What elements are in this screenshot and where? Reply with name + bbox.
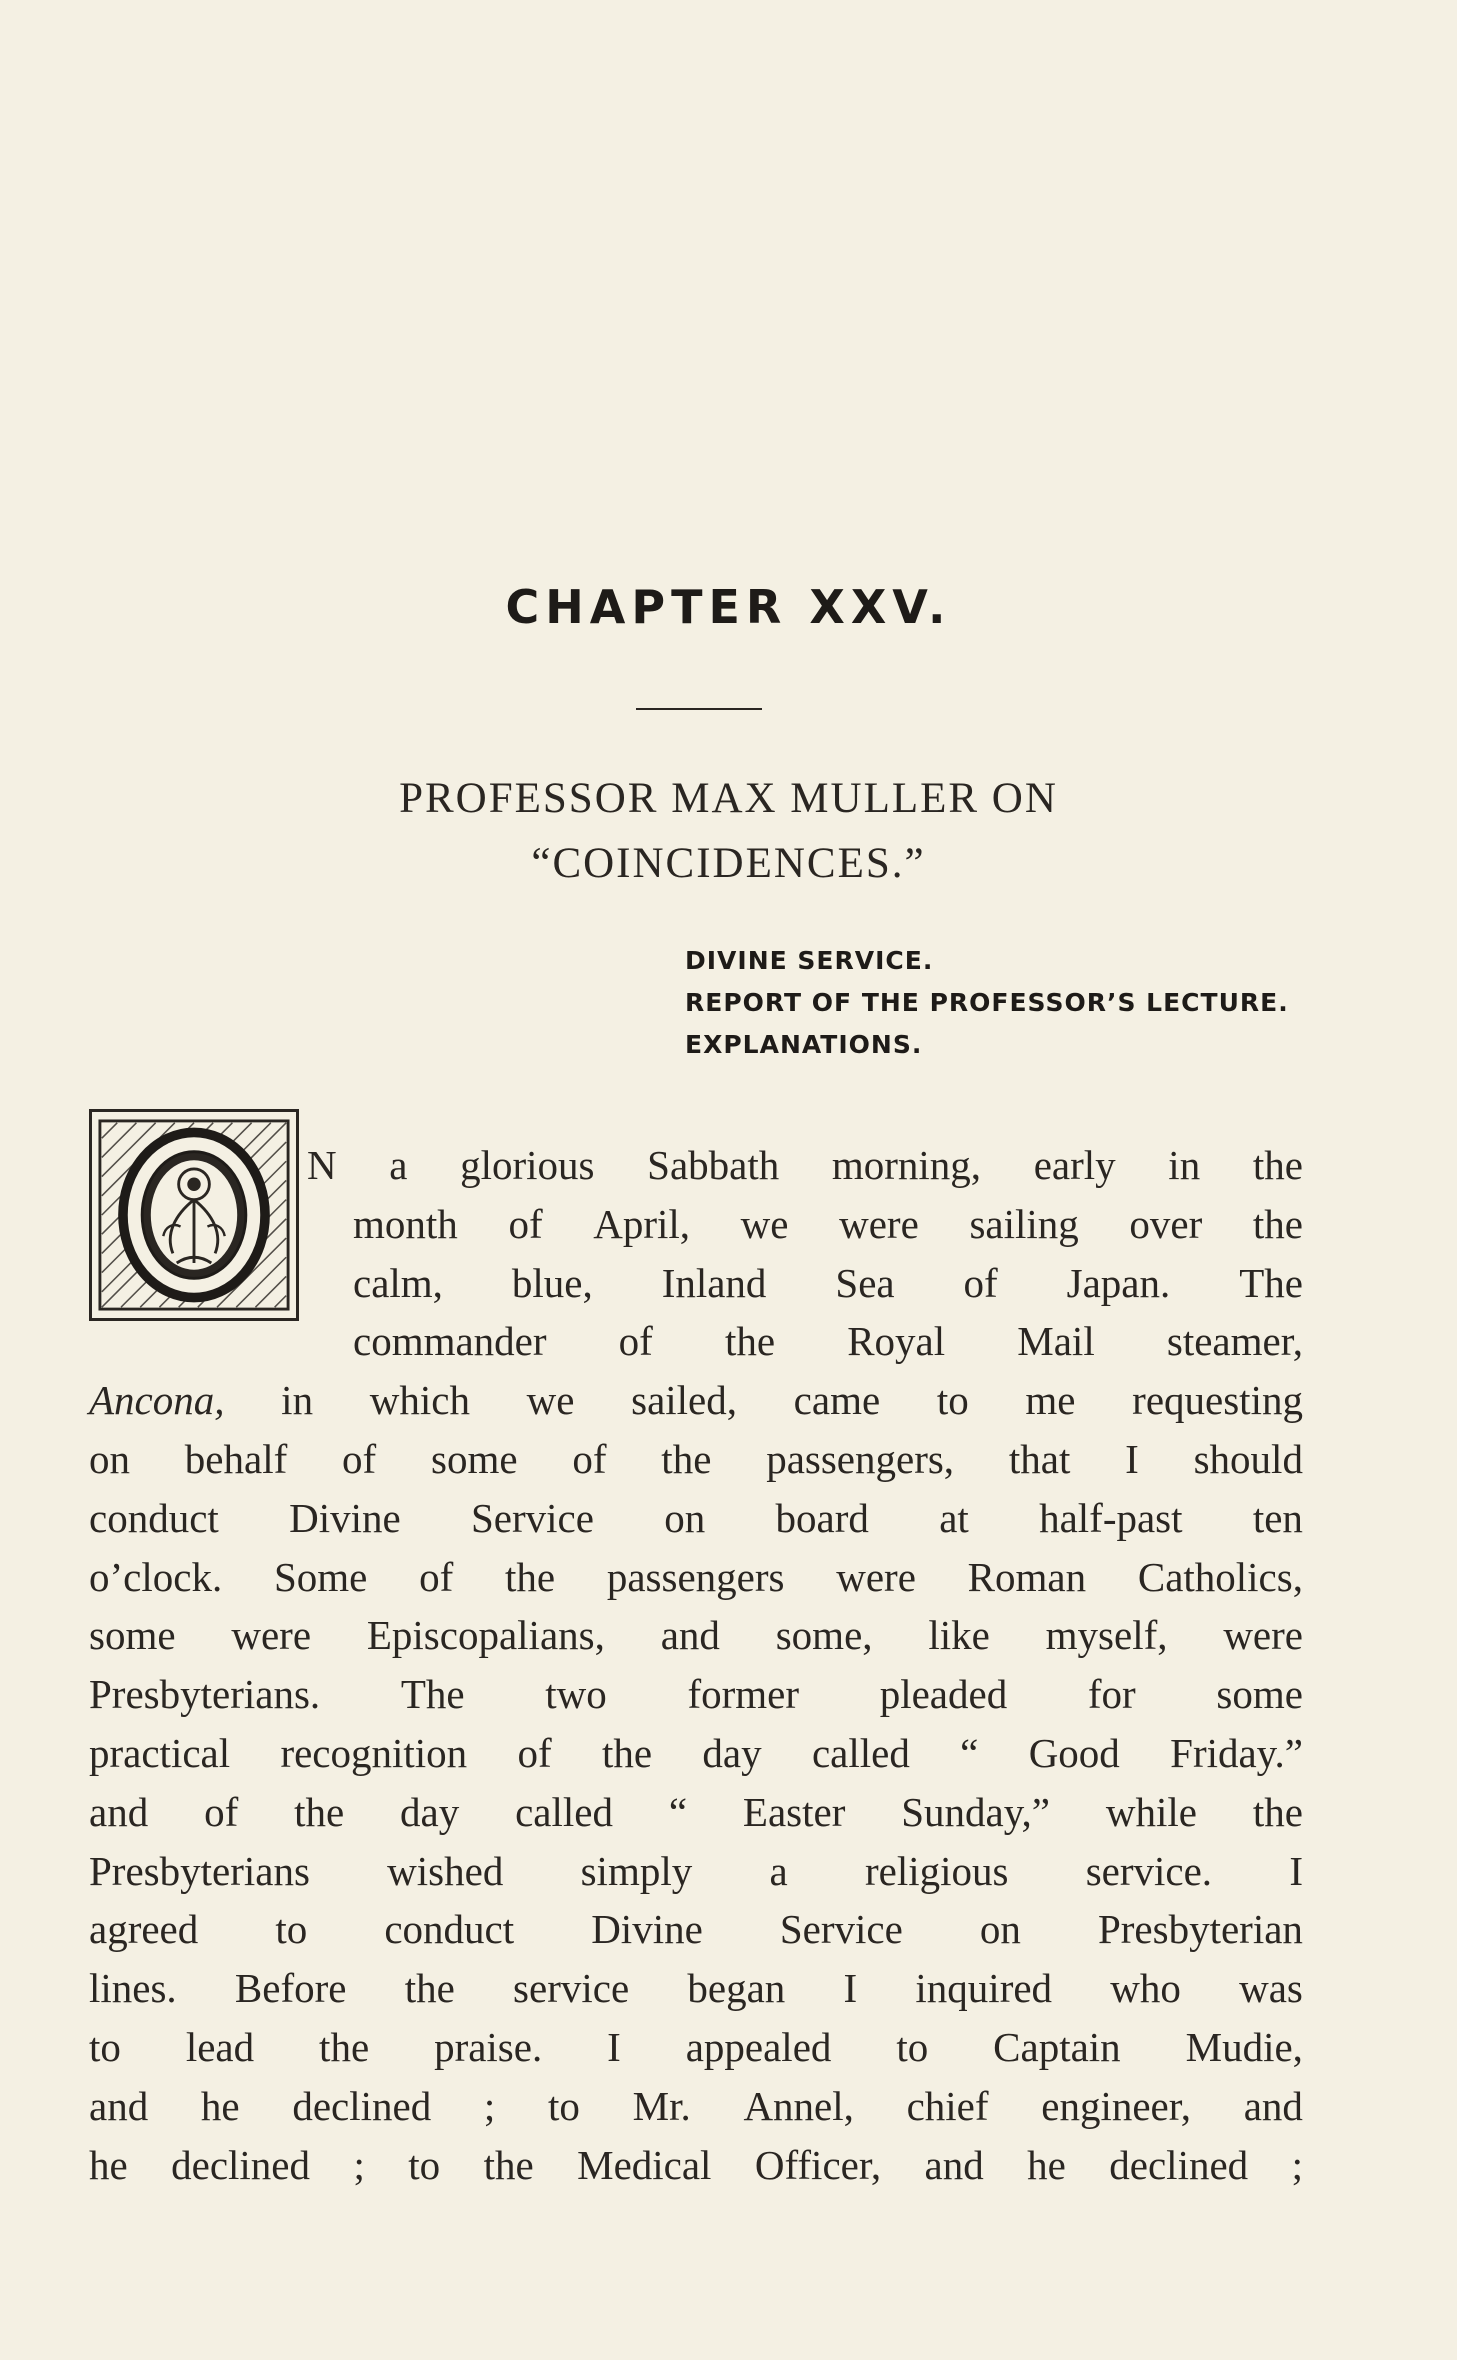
text-word: o’clock. <box>89 1553 223 1600</box>
text-word: N <box>307 1142 337 1188</box>
text-word: of <box>963 1259 998 1306</box>
text-word: day <box>400 1788 460 1835</box>
text-word: Presbyterians. <box>89 1671 321 1718</box>
text-word: in <box>281 1377 314 1424</box>
text-word: I <box>843 1965 858 2012</box>
synopsis-item: DIVINE SERVICE. <box>685 946 934 975</box>
text-word: who <box>1110 1965 1181 2012</box>
text-line <box>89 1489 1303 1548</box>
chapter-synopsis <box>685 940 1289 1066</box>
text-word: service <box>513 1965 630 2012</box>
text-word: some <box>89 1612 176 1659</box>
text-word: passengers, <box>766 1435 955 1482</box>
text-word: Catholics, <box>1137 1553 1303 1600</box>
text-word: Annel, <box>743 2082 854 2129</box>
text-word: ; <box>353 2141 365 2188</box>
text-word: was <box>1239 1965 1303 2012</box>
text-word: the <box>404 1965 455 2012</box>
text-line <box>89 2018 1303 2077</box>
text-word: we <box>526 1377 575 1424</box>
text-word: on <box>89 1435 130 1482</box>
text-word: for <box>1087 1671 1136 1718</box>
text-word: myself, <box>1045 1612 1168 1659</box>
text-word: steamer, <box>1166 1318 1303 1365</box>
text-word: I <box>607 2023 621 2070</box>
text-word: the <box>724 1318 776 1365</box>
text-word: to <box>275 1906 308 1953</box>
text-word: of <box>517 1729 552 1776</box>
text-word: Presbyterian <box>1097 1906 1303 1953</box>
text-line <box>89 1136 1303 1195</box>
text-word: religious <box>864 1847 1009 1894</box>
text-word: Royal <box>847 1318 946 1365</box>
text-word: declined <box>292 2082 432 2129</box>
text-word: Captain <box>993 2023 1121 2070</box>
text-line <box>89 1606 1303 1665</box>
text-word: Divine <box>591 1906 703 1953</box>
text-word: half-past <box>1039 1494 1183 1541</box>
text-word: the <box>1252 1142 1303 1188</box>
text-word: early <box>1033 1142 1116 1188</box>
text-word: morning, <box>831 1142 982 1188</box>
text-word: recognition <box>280 1729 468 1776</box>
text-word: Some <box>273 1553 368 1600</box>
text-word: the <box>505 1553 556 1600</box>
text-word: inquired <box>915 1965 1053 2012</box>
heading-rule <box>636 708 762 710</box>
text-word: we <box>740 1200 789 1247</box>
text-word: to <box>896 2023 929 2070</box>
text-word: behalf <box>184 1435 288 1482</box>
text-word: came <box>793 1377 881 1424</box>
text-word: were <box>1223 1612 1303 1659</box>
text-word: Friday.” <box>1170 1729 1303 1776</box>
text-word: I <box>1289 1847 1303 1894</box>
text-word: two <box>545 1671 607 1718</box>
text-word: I <box>1125 1435 1139 1482</box>
text-word: practical <box>89 1729 231 1776</box>
text-word: a <box>769 1847 788 1894</box>
text-word: began <box>687 1965 786 2012</box>
text-word: were <box>231 1612 312 1659</box>
text-word: to <box>548 2082 580 2129</box>
text-word: lines. <box>89 1965 177 2012</box>
text-word: ; <box>1291 2141 1303 2188</box>
text-word: Roman <box>967 1553 1087 1600</box>
text-line <box>89 1665 1303 1724</box>
text-word: conduct <box>384 1906 515 1953</box>
text-line <box>89 1959 1303 2018</box>
synopsis-item: REPORT OF THE PROFESSOR’S LECTURE. <box>685 988 1289 1017</box>
synopsis-item: EXPLANATIONS. <box>685 1030 923 1059</box>
text-word: called <box>515 1788 613 1835</box>
text-word: calm, <box>353 1259 443 1306</box>
text-word: which <box>369 1377 470 1424</box>
text-word: Sunday,” <box>901 1788 1051 1835</box>
text-word: on <box>979 1906 1021 1953</box>
text-word: Episcopalians, <box>366 1612 605 1659</box>
text-line <box>89 1724 1303 1783</box>
text-word: lead <box>185 2023 255 2070</box>
text-line <box>89 1254 1303 1313</box>
text-word: the <box>294 1788 345 1835</box>
text-word: blue, <box>511 1259 593 1306</box>
text-word: conduct <box>89 1494 219 1541</box>
text-word: pleaded <box>879 1671 1008 1718</box>
text-word: ten <box>1252 1494 1303 1541</box>
text-word: ; <box>483 2082 496 2129</box>
text-word: Before <box>234 1965 347 2012</box>
text-word: agreed <box>89 1906 199 1953</box>
text-word: and <box>89 1788 149 1835</box>
text-word: Inland <box>661 1259 767 1306</box>
chapter-heading: CHAPTER XXV. <box>505 580 952 634</box>
text-word: a <box>389 1142 408 1188</box>
text-word: appealed <box>685 2023 832 2070</box>
text-word: board <box>775 1494 869 1541</box>
text-word: sailing <box>969 1200 1079 1247</box>
text-word: former <box>687 1671 800 1718</box>
text-word: service. <box>1085 1847 1213 1894</box>
text-word: were <box>836 1553 916 1600</box>
text-word: chief <box>906 2082 989 2129</box>
text-word: Presbyterians <box>89 1847 310 1894</box>
text-line <box>89 1195 1303 1254</box>
text-word: The <box>1239 1259 1303 1306</box>
text-word: and <box>924 2141 984 2188</box>
text-word: some, <box>775 1612 873 1659</box>
text-word: of <box>342 1435 377 1482</box>
text-word: Mr. <box>632 2082 691 2129</box>
text-word: “ <box>960 1729 979 1776</box>
chapter-title-line-2: “COINCIDENCES.” <box>531 840 926 887</box>
text-word: the <box>661 1435 712 1482</box>
text-word: Sea <box>835 1259 895 1306</box>
text-word: the <box>1252 1788 1303 1835</box>
text-word: were <box>839 1200 919 1247</box>
text-word: of <box>618 1318 653 1365</box>
text-word: praise. <box>434 2023 543 2070</box>
text-word: of <box>508 1200 543 1247</box>
text-line <box>89 1548 1303 1607</box>
text-word: Good <box>1028 1729 1120 1776</box>
text-word: of <box>572 1435 607 1482</box>
text-word: he <box>200 2082 240 2129</box>
text-word: to <box>408 2141 441 2188</box>
text-word: “ <box>668 1788 688 1835</box>
text-word: should <box>1193 1435 1303 1482</box>
text-word: the <box>319 2023 370 2070</box>
text-word: engineer, <box>1041 2082 1191 2129</box>
text-word: requesting <box>1132 1377 1303 1424</box>
text-word: in <box>1168 1142 1201 1188</box>
text-word: on <box>664 1494 706 1541</box>
text-word: wished <box>387 1847 504 1894</box>
text-word: and <box>89 2082 149 2129</box>
text-word: day <box>702 1729 762 1776</box>
text-word: Ancona, <box>89 1377 225 1424</box>
text-word: glorious <box>460 1142 595 1188</box>
text-word: of <box>204 1788 239 1835</box>
text-word: of <box>419 1553 454 1600</box>
text-word: and <box>660 1612 720 1659</box>
text-word: he <box>1027 2141 1066 2188</box>
text-word: declined <box>171 2141 311 2188</box>
text-line <box>89 1783 1303 1842</box>
text-word: The <box>400 1671 465 1718</box>
chapter-title-line-1: PROFESSOR MAX MULLER ON <box>399 775 1058 822</box>
text-word: the <box>1252 1200 1303 1247</box>
text-word: to <box>89 2023 121 2070</box>
text-word: Service <box>470 1494 594 1541</box>
text-line <box>89 2077 1303 2136</box>
text-word: passengers <box>606 1553 785 1600</box>
text-word: over <box>1129 1200 1203 1247</box>
text-word: while <box>1105 1788 1197 1835</box>
text-word: Sabbath <box>647 1142 780 1188</box>
text-word: like <box>928 1612 990 1659</box>
text-word: month <box>353 1200 458 1247</box>
text-word: Divine <box>289 1494 401 1541</box>
text-word: April, <box>593 1200 691 1247</box>
text-word: some <box>431 1435 518 1482</box>
text-line <box>89 1430 1303 1489</box>
text-word: the <box>602 1729 653 1776</box>
text-word: Mudie, <box>1185 2023 1303 2070</box>
text-line <box>89 1371 1303 1430</box>
text-word: Easter <box>742 1788 846 1835</box>
text-line <box>89 2136 1303 2195</box>
text-word: Officer, <box>754 2141 882 2188</box>
text-line <box>89 1900 1303 1959</box>
text-word: and <box>1243 2082 1303 2129</box>
text-word: that <box>1008 1435 1071 1482</box>
text-word: at <box>939 1494 969 1541</box>
text-word: declined <box>1109 2141 1249 2188</box>
text-line <box>89 1312 1303 1371</box>
text-word: called <box>811 1729 910 1776</box>
text-word: Service <box>779 1906 903 1953</box>
text-word: he <box>89 2141 128 2188</box>
text-word: simply <box>580 1847 693 1894</box>
text-word: Japan. <box>1066 1259 1171 1306</box>
text-word: Mail <box>1017 1318 1095 1365</box>
chapter-body <box>89 1136 1303 2194</box>
text-line <box>89 1842 1303 1901</box>
text-word: some <box>1216 1671 1303 1718</box>
text-word: the <box>483 2141 534 2188</box>
text-word: commander <box>353 1318 547 1365</box>
text-word: me <box>1025 1377 1076 1424</box>
text-word: sailed, <box>631 1377 737 1424</box>
text-word: Medical <box>577 2141 712 2188</box>
text-word: to <box>936 1377 969 1424</box>
